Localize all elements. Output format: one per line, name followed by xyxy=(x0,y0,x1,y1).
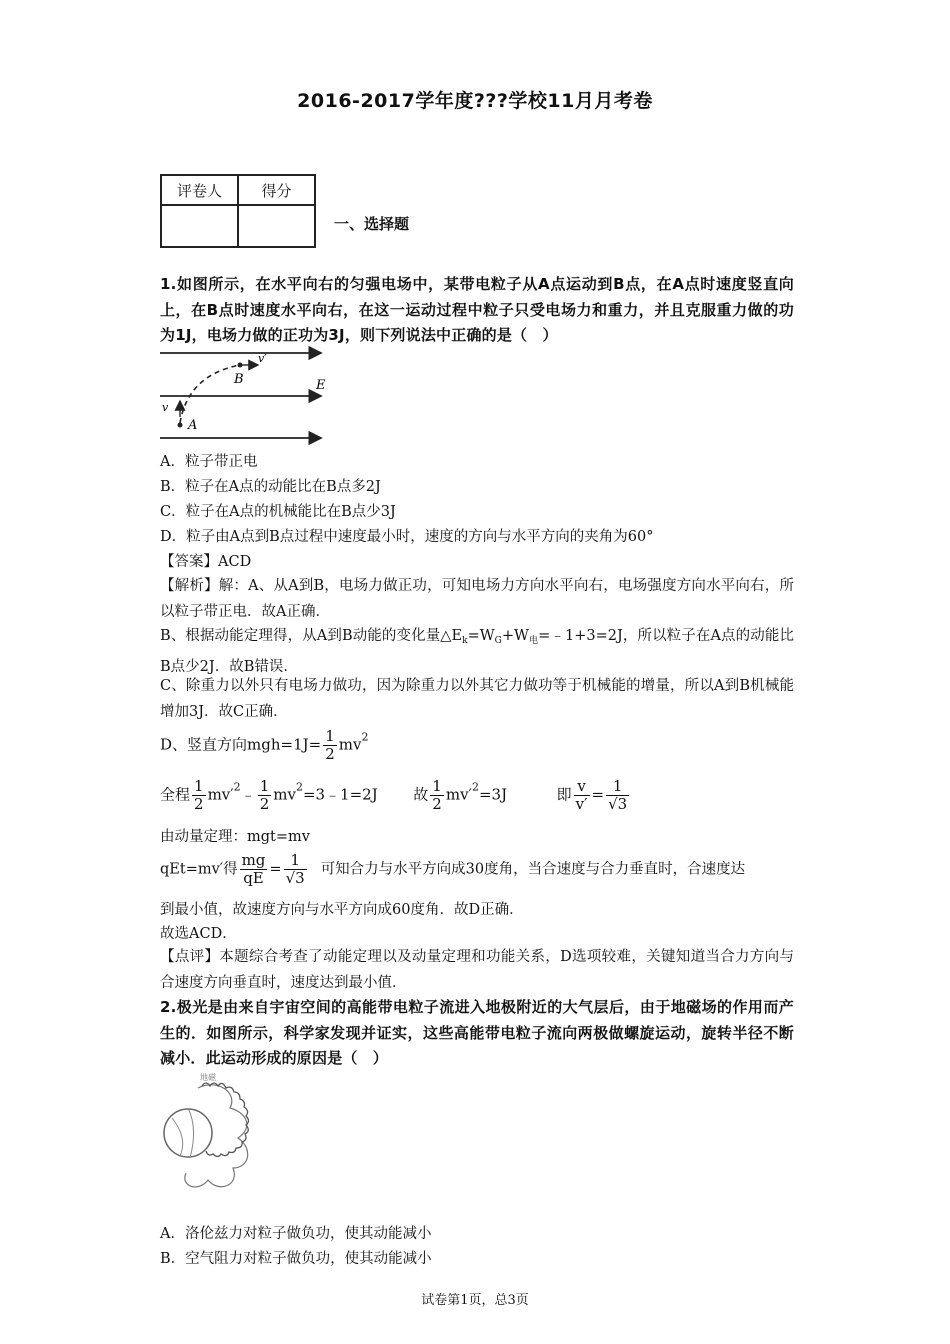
q1-answer: 【答案】ACD xyxy=(160,554,252,570)
aurora-spiral-diagram xyxy=(158,1068,268,1198)
score-header: 得分 xyxy=(238,175,315,205)
label-v-prime: v′ xyxy=(258,352,267,365)
page-title: 2016-2017学年度???学校11月月考卷 xyxy=(297,90,653,112)
point-b xyxy=(238,363,243,368)
score-table xyxy=(160,174,316,248)
label-v: v xyxy=(162,401,169,414)
figure-label-geomagnetic: 地磁 xyxy=(200,1073,216,1082)
score-cell xyxy=(238,205,315,247)
q1-d-conclusion: 到最小值，故速度方向与水平方向成60度角．故D正确． xyxy=(160,902,524,918)
label-b: B xyxy=(234,372,244,387)
q1-analysis-d-line: D、竖直方向mgh=1J= $\frac{1}{2}$ $mv^2$ xyxy=(160,727,369,763)
q1-energy-equation-line: 全程 $\frac{1}{2}$ $mv'^2﹣$ $\frac{1}{2}$ $mv^2=3﹣1=2J$ 故 $\frac{1}{2}$ $mv'^2=3J$ 即 $\frac{v}{v'}$ = $\frac{1}{√3}$ xyxy=(160,777,628,813)
earth-circle xyxy=(164,1109,212,1157)
question-1-figure xyxy=(158,345,333,445)
q2-option-a: A．洛伦兹力对粒子做负功，使其动能减小 xyxy=(160,1226,432,1242)
label-a: A xyxy=(188,418,198,433)
q1-analysis-c: C、除重力以外只有电场力做功，因为除重力以外其它力做功等于机械能的增量，所以A到B机械能增加3J．故C正确． xyxy=(160,678,794,720)
label-e: E xyxy=(316,378,326,393)
question-1-stem: 1.如图所示，在水平向右的匀强电场中，某带电粒子从A点运动到B点，在A点时速度竖直向上，在B点时速度水平向右，在这一运动过程中粒子只受电场力和重力，并且克服重力做的功为1J，电场力做的正功为3J，则下列说法中正确的是（ ） xyxy=(160,275,794,344)
section-title: 一、选择题 xyxy=(334,215,410,233)
trajectory-path xyxy=(180,365,240,423)
q1-option-d: D．粒子由A点到B点过程中速度最小时，速度的方向与水平方向的夹角为60° xyxy=(160,529,654,545)
field-loop xyxy=(185,1085,248,1187)
question-2-stem: 2.极光是由来自宇宙空间的高能带电粒子流进入地极附近的大气层后，由于地磁场的作用而产生的．如图所示，科学家发现并证实，这些高能带电粒子流向两极做螺旋运动，旋转半径不断减小．此运动形成的原因是（ ） xyxy=(160,998,794,1067)
q1-momentum-line: 由动量定理：mgt=mv xyxy=(160,829,310,845)
page-footer: 试卷第1页，总3页 xyxy=(421,1293,529,1308)
q1-comment: 【点评】本题综合考查了动能定理以及动量定理和功能关系，D选项较难，关键知道当合力方向与合速度方向垂直时，速度达到最小值． xyxy=(160,949,794,991)
grader-header: 评卷人 xyxy=(161,175,238,205)
q1-option-b: B．粒子在A点的动能比在B点多2J xyxy=(160,479,381,495)
q1-option-a: A．粒子带正电 xyxy=(160,454,258,470)
q1-option-c: C．粒子在A点的机械能比在B点少3J xyxy=(160,504,396,520)
point-a xyxy=(178,423,183,428)
q1-qet-line: qEt=mv′得 $\frac{mg}{qE}$ = $\frac{1}{√3}$ 可知合力与水平方向成30度角，当合速度与合力垂直时，合速度达 xyxy=(160,851,746,887)
q1-analysis-a: 【解析】解：A、从A到B，电场力做正功，可知电场力方向水平向右，电场强度方向水平向右，所以粒子带正电．故A正确． xyxy=(160,578,794,620)
question-2-figure xyxy=(158,1068,268,1198)
grader-cell xyxy=(161,205,238,247)
q1-choose: 故选ACD． xyxy=(160,926,237,942)
q2-option-b: B．空气阻力对粒子做负功，使其动能减小 xyxy=(160,1251,432,1267)
q1-analysis-b: B、根据动能定理得，从A到B动能的变化量$\triangle E_k=W_G+W_电=﹣1+3=2J$，所以粒子在A点的动能比B点少2J．故B错误． xyxy=(160,628,794,675)
electric-field-diagram xyxy=(158,345,333,445)
